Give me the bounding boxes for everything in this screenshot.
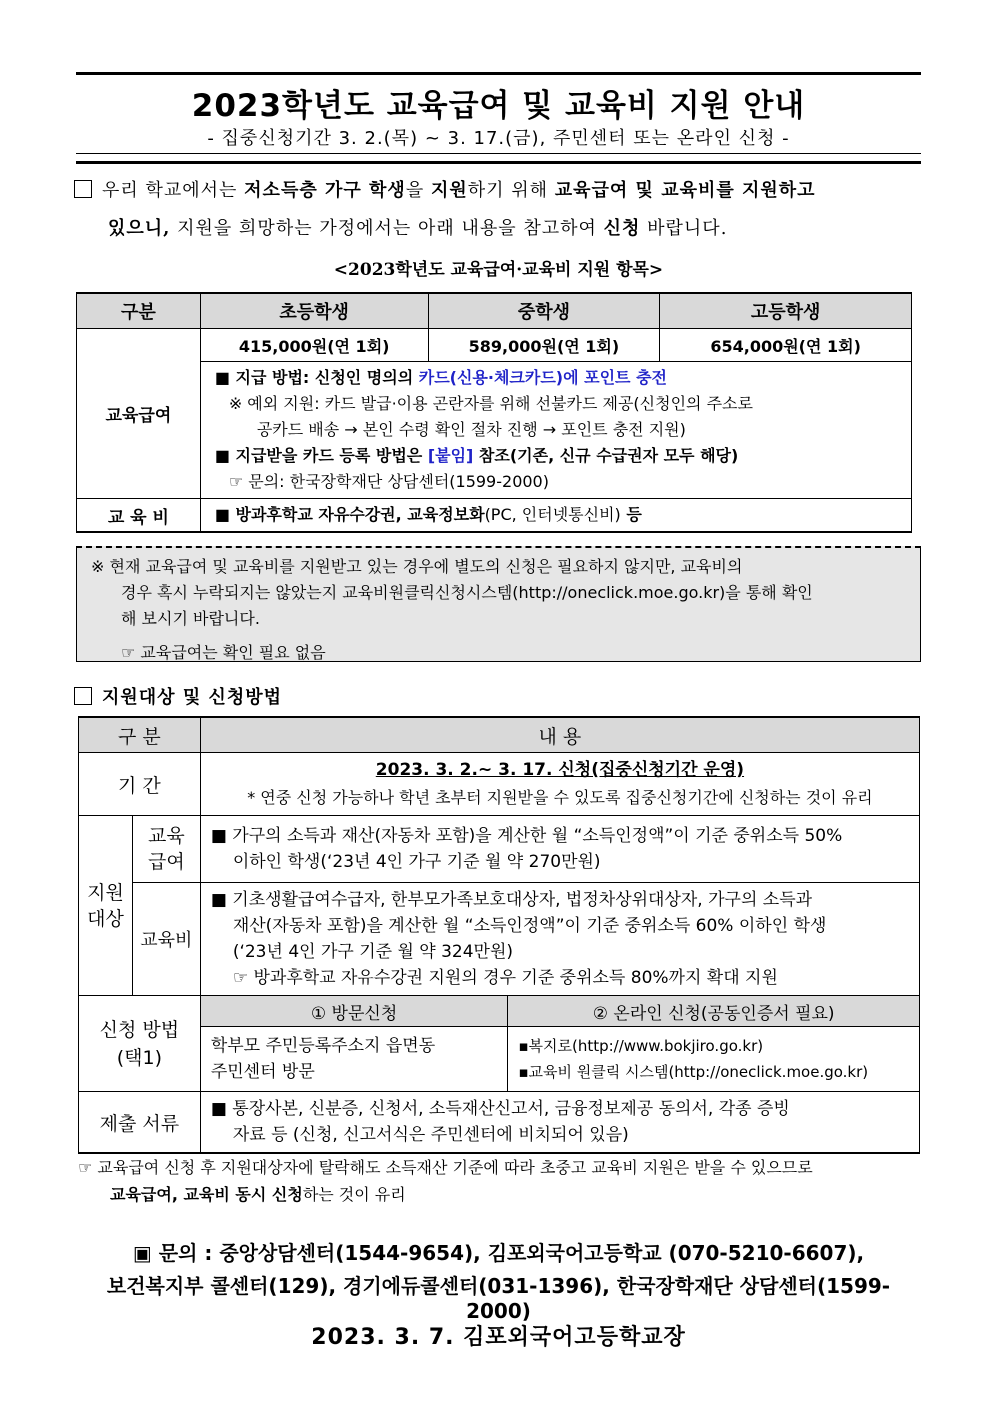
edu-pay-label: 교육급여 [77, 329, 201, 499]
price-middle: 589,000원(연 1회) [428, 329, 660, 362]
notice-line-4: ☞ 교육급여는 확인 필요 없음 [121, 643, 326, 662]
apply-table [78, 716, 920, 1154]
attachment-ref: [붙임] [427, 446, 474, 465]
edu-cost-label: 교 육 비 [77, 499, 201, 533]
support-table [76, 292, 912, 533]
period-content [200, 753, 919, 816]
intro-bold: 저소득층 가구 학생 [244, 180, 406, 201]
checkbox-icon [74, 687, 92, 705]
period-main: 2023. 3. 2.~ 3. 17. 신청(집중신청기간 운영) [375, 760, 745, 780]
docs-label: 제출 서류 [79, 1092, 201, 1154]
method-visit-content [200, 1027, 508, 1092]
payment-method-label: ■ 지급 방법: 신청인 명의의 [214, 368, 419, 387]
notice-line-2: 경우 혹시 누락되지는 않았는지 교육비원클릭신청시스템(http://oneclick.moe.go.kr)을 통해 확인 [121, 583, 813, 602]
visit-line-2: 주민센터 방문 [210, 1062, 315, 1082]
inquiry-note: ☞ 문의: 한국장학재단 상담센터(1599-2000) [228, 472, 549, 491]
target-edu-cost-label: 교육비 [132, 883, 200, 996]
contact-line-1: ▣ 문의 : 중앙상담센터(1544-9654), 김포외국어고등학교 (070-5210-6607), [132, 1241, 865, 1265]
edu-cost-paren: (PC, 인터넷통신비) [484, 505, 621, 524]
docs-content [200, 1092, 919, 1154]
checkbox-icon [74, 180, 92, 198]
payment-method-highlight: 카드(신용·체크카드)에 포인트 충전 [418, 368, 667, 387]
online-link-bokjiro: ▪복지로(http://www.bokjiro.go.kr) [518, 1037, 764, 1055]
target-edu-cost-line-1: ■ 기초생활급여수급자, 한부모가족보호대상자, 법정차상위대상자, 가구의 소득과 [210, 890, 813, 910]
target-edu-cost-content [200, 883, 919, 996]
edu-pay-details [200, 362, 911, 499]
period-label: 기 간 [79, 753, 201, 816]
docs-line-1: ■ 통장사본, 신분증, 신청서, 소득재산신고서, 금융정보제공 동의서, 각종 증빙 [210, 1099, 790, 1119]
target-edu-pay-label: 교육 급여 [132, 816, 200, 883]
intro-text: 을 [405, 180, 431, 201]
intro-text: 지원을 희망하는 가정에서는 아래 내용을 참고하여 [170, 218, 604, 239]
method-online-content [508, 1027, 920, 1092]
header-elementary: 초등학생 [200, 293, 428, 329]
exception-note: ※ 예외 지원: 카드 발급·이용 곤란자를 위해 선불카드 제공(신청인의 주소로 [228, 394, 753, 413]
apply-header-content: 내 용 [200, 717, 919, 753]
card-register-label: ■ 지급받을 카드 등록 방법은 [214, 446, 428, 465]
section-title-text: 지원대상 및 신청방법 [102, 687, 283, 708]
notice-line-3: 해 보시기 바랍니다. [121, 609, 260, 628]
edu-cost-details [200, 499, 911, 533]
intro-line-1 [74, 176, 816, 202]
edu-cost-etc: 등 [620, 505, 642, 524]
target-edu-cost-line-3: (‘23년 4인 가구 기준 월 약 324만원) [232, 942, 514, 962]
docs-line-2: 자료 등 (신청, 신고서식은 주민센터에 비치되어 있음) [232, 1125, 629, 1145]
period-note: * 연중 신청 가능하나 학년 초부터 지원받을 수 있도록 집중신청기간에 신청하는 것이 유리 [247, 788, 873, 807]
target-edu-pay-line-1: ■ 가구의 소득과 재산(자동차 포함)을 계산한 월 “소득인정액”이 기준 중위소득 50% [210, 826, 843, 846]
footnote-line-1: ☞ 교육급여 신청 후 지원대상자에 탈락해도 소득재산 기준에 따라 초중고 교육비 지원은 받을 수 있으므로 [78, 1158, 813, 1177]
footnote-line-2 [110, 1182, 406, 1205]
apply-header-category: 구 분 [79, 717, 201, 753]
price-high: 654,000원(연 1회) [660, 329, 912, 362]
price-elementary: 415,000원(연 1회) [200, 329, 428, 362]
contact-line-2: 보건복지부 콜센터(129), 경기에듀콜센터(031-1396), 한국장학재단 상담센터(1599-2000) [106, 1274, 891, 1323]
footnote-bold: 교육급여, 교육비 동시 신청 [110, 1185, 303, 1204]
card-register-tail: 참조(기존, 신규 수급권자 모두 해당) [473, 446, 739, 465]
intro-text: 우리 학교에서는 [102, 180, 245, 201]
visit-line-1: 학부모 주민등록주소지 읍면동 [210, 1036, 436, 1056]
intro-text: 바랍니다. [640, 218, 728, 239]
notice-line-1: ※ 현재 교육급여 및 교육비를 지원받고 있는 경우에 별도의 신청은 필요하지 않지만, 교육비의 [91, 557, 743, 576]
target-edu-cost-line-4: ☞ 방과후학교 자유수강권 지원의 경우 기준 중위소득 80%까지 확대 지원 [232, 968, 778, 988]
exception-note-cont: 공카드 배송 → 본인 수령 확인 절차 진행 → 포인트 충전 지원) [256, 420, 686, 439]
title-divider [76, 153, 921, 154]
method-visit-header: ① 방문신청 [200, 996, 508, 1027]
method-label: 신청 방법 (택1) [79, 996, 201, 1092]
intro-bold: 신청 [603, 218, 641, 239]
notice-box [76, 546, 921, 662]
intro-bold: 있으니, [108, 218, 171, 239]
intro-line-2 [108, 214, 727, 240]
target-edu-pay-line-2: 이하인 학생(‘23년 4인 가구 기준 월 약 270만원) [232, 852, 601, 872]
method-online-header: ② 온라인 신청(공동인증서 필요) [508, 996, 920, 1027]
target-edu-pay-content [200, 816, 919, 883]
intro-bold: 지원 [430, 180, 468, 201]
header-category: 구분 [77, 293, 201, 329]
section-title [74, 683, 282, 709]
footnote-text: 하는 것이 유리 [302, 1185, 406, 1204]
edu-cost-items: ■ 방과후학교 자유수강권, 교육정보화 [214, 505, 485, 524]
target-label: 지원 대상 [79, 816, 133, 996]
page-title: 2023학년도 교육급여 및 교육비 지원 안내 [191, 88, 806, 124]
online-link-oneclick: ▪교육비 원클릭 시스템(http://oneclick.moe.go.kr) [518, 1063, 869, 1081]
intro-bold: 교육급여 및 교육비를 지원하고 [554, 180, 816, 201]
signature: 2023. 3. 7. 김포외국어고등학교장 [311, 1325, 686, 1350]
support-table-caption: <2023학년도 교육급여·교육비 지원 항목> [333, 260, 664, 280]
header-middle: 중학생 [428, 293, 660, 329]
intro-text: 하기 위해 [467, 180, 555, 201]
target-edu-cost-line-2: 재산(자동차 포함)을 계산한 월 “소득인정액”이 기준 중위소득 60% 이하인 학생 [232, 916, 827, 936]
page-subtitle: - 집중신청기간 3. 2.(목) ~ 3. 17.(금), 주민센터 또는 온라인 신청 - [207, 128, 790, 149]
header-high: 고등학생 [660, 293, 912, 329]
